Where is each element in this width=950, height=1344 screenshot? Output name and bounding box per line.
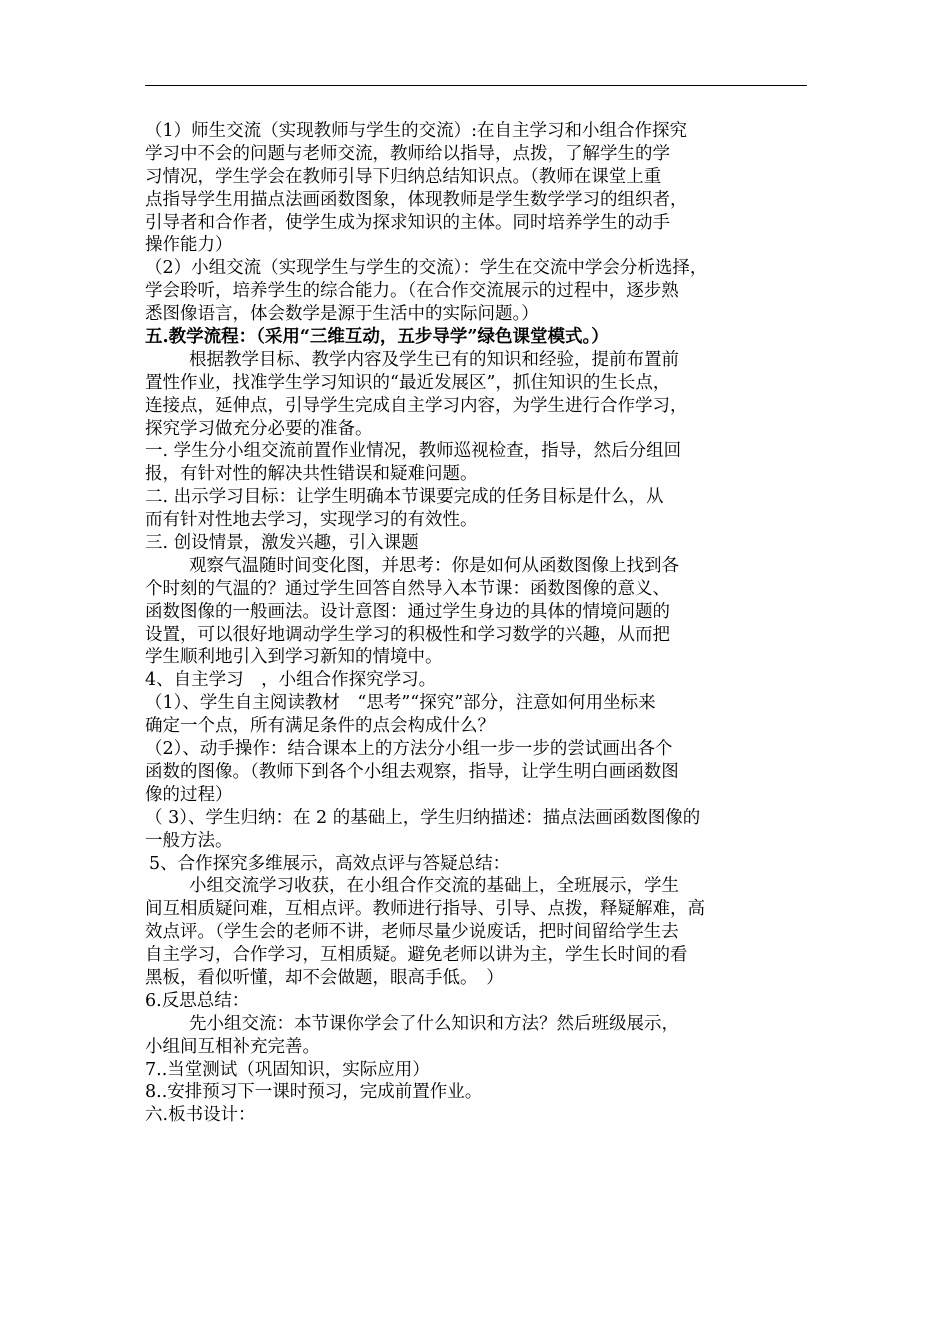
paragraph-line: 二. 出示学习目标：让学生明确本节课要完成的任务目标是什么，从 — [145, 487, 664, 508]
paragraph-line: 操作能力） — [145, 235, 233, 256]
paragraph-line: 8..安排预习下一课时预习，完成前置作业。 — [145, 1082, 483, 1103]
paragraph-line: 个时刻的气温的？通过学生回答自然导入本节课：函数图像的意义、 — [145, 578, 670, 599]
paragraph-line: 而有针对性地去学习，实现学习的有效性。 — [145, 510, 478, 531]
section-heading-line: 五.教学流程：（采用“三维互动，五步导学”绿色课堂模式。） — [145, 327, 609, 348]
paragraph-line: 函数图像的一般画法。设计意图：通过学生身边的具体的情境问题的 — [145, 601, 670, 622]
paragraph-line: 自主学习，合作学习，互相质疑。避免老师以讲为主，学生长时间的看 — [145, 945, 688, 966]
paragraph-line: 7..当堂测试（巩固知识，实际应用） — [145, 1059, 430, 1080]
paragraph-line: 先小组交流：本节课你学会了什么知识和方法？然后班级展示， — [189, 1013, 679, 1034]
paragraph-line: （ 3）、学生归纳：在 2 的基础上，学生归纳描述：描点法画函数图像的 — [145, 807, 701, 828]
paragraph-line: 小组交流学习收获，在小组合作交流的基础上，全班展示，学生 — [189, 876, 679, 897]
paragraph-line: 小组间互相补充完善。 — [145, 1036, 320, 1057]
paragraph-line: 6.反思总结： — [145, 990, 250, 1011]
paragraph-line: 观察气温随时间变化图，并思考：你是如何从函数图像上找到各 — [189, 555, 679, 576]
paragraph-line: 悉图像语言，体会数学是源于生活中的实际问题。） — [145, 304, 539, 325]
paragraph-line: 连接点，延伸点，引导学生完成自主学习内容，为学生进行合作学习， — [145, 395, 688, 416]
paragraph-line: 点指导学生用描点法画函数图象，体现教师是学生数学学习的组织者， — [145, 189, 688, 210]
paragraph-line: 学会聆听，培养学生的综合能力。（在合作交流展示的过程中，逐步熟 — [145, 281, 679, 302]
paragraph-line: 探究学习做充分必要的准备。 — [145, 418, 373, 439]
paragraph-line: 习情况，学生学会在教师引导下归纳总结知识点。（教师在课堂上重 — [145, 166, 662, 187]
paragraph-line: （2）、动手操作：结合课本上的方法分小组一步一步的尝试画出各个 — [145, 739, 673, 760]
paragraph-line: （2）小组交流（实现学生与学生的交流）：学生在交流中学会分析选择， — [145, 258, 708, 279]
paragraph-line: 效点评。（学生会的老师不讲，老师尽量少说废话，把时间留给学生去 — [145, 922, 679, 943]
paragraph-line: 确定一个点，所有满足条件的点会构成什么？ — [145, 716, 495, 737]
paragraph-line: 引导者和合作者，使学生成为探求知识的主体。同时培养学生的动手 — [145, 212, 670, 233]
paragraph-line: 置性作业，找准学生学习知识的“最近发展区”，抓住知识的生长点， — [145, 372, 671, 393]
paragraph-line: 根据教学目标、教学内容及学生已有的知识和经验，提前布置前 — [189, 349, 679, 370]
paragraph-line: 学习中不会的问题与老师交流，教师给以指导，点拨，了解学生的学 — [145, 143, 670, 164]
paragraph-line: 六.板书设计： — [145, 1105, 256, 1126]
paragraph-line: 函数的图像。（教师下到各个小组去观察，指导，让学生明白画函数图 — [145, 761, 679, 782]
paragraph-line: 黑板，看似听懂，却不会做题，眼高手低。 ） — [145, 967, 504, 988]
paragraph-line: 设置，可以很好地调动学生学习的积极性和学习数学的兴趣，从而把 — [145, 624, 670, 645]
paragraph-line: 报，有针对性的解决共性错误和疑难问题。 — [145, 464, 478, 485]
document-body — [145, 120, 810, 1127]
paragraph-line: 一般方法。 — [145, 830, 233, 851]
paragraph-line: 三. 创设情景，激发兴趣，引入课题 — [145, 533, 419, 554]
paragraph-line: 一. 学生分小组交流前置作业情况，教师巡视检查，指导，然后分组回 — [145, 441, 682, 462]
paragraph-line: 学生顺利地引入到学习新知的情境中。 — [145, 647, 443, 668]
paragraph-line: （1）、学生自主阅读教材 “思考”“探究”部分，注意如何用坐标来 — [145, 693, 656, 714]
paragraph-line: 像的过程） — [145, 784, 233, 805]
paragraph-line: （1）师生交流（实现教师与学生的交流）:在自主学习和小组合作探究 — [145, 121, 688, 141]
paragraph-line: 间互相质疑问难，互相点评。教师进行指导、引导、点拨，释疑解难，高 — [145, 899, 705, 920]
paragraph-line: 5、合作探究多维展示，高效点评与答疑总结： — [149, 853, 511, 874]
header-rule — [145, 85, 807, 86]
paragraph-line: 4、自主学习 ，小组合作探究学习。 — [145, 670, 437, 691]
